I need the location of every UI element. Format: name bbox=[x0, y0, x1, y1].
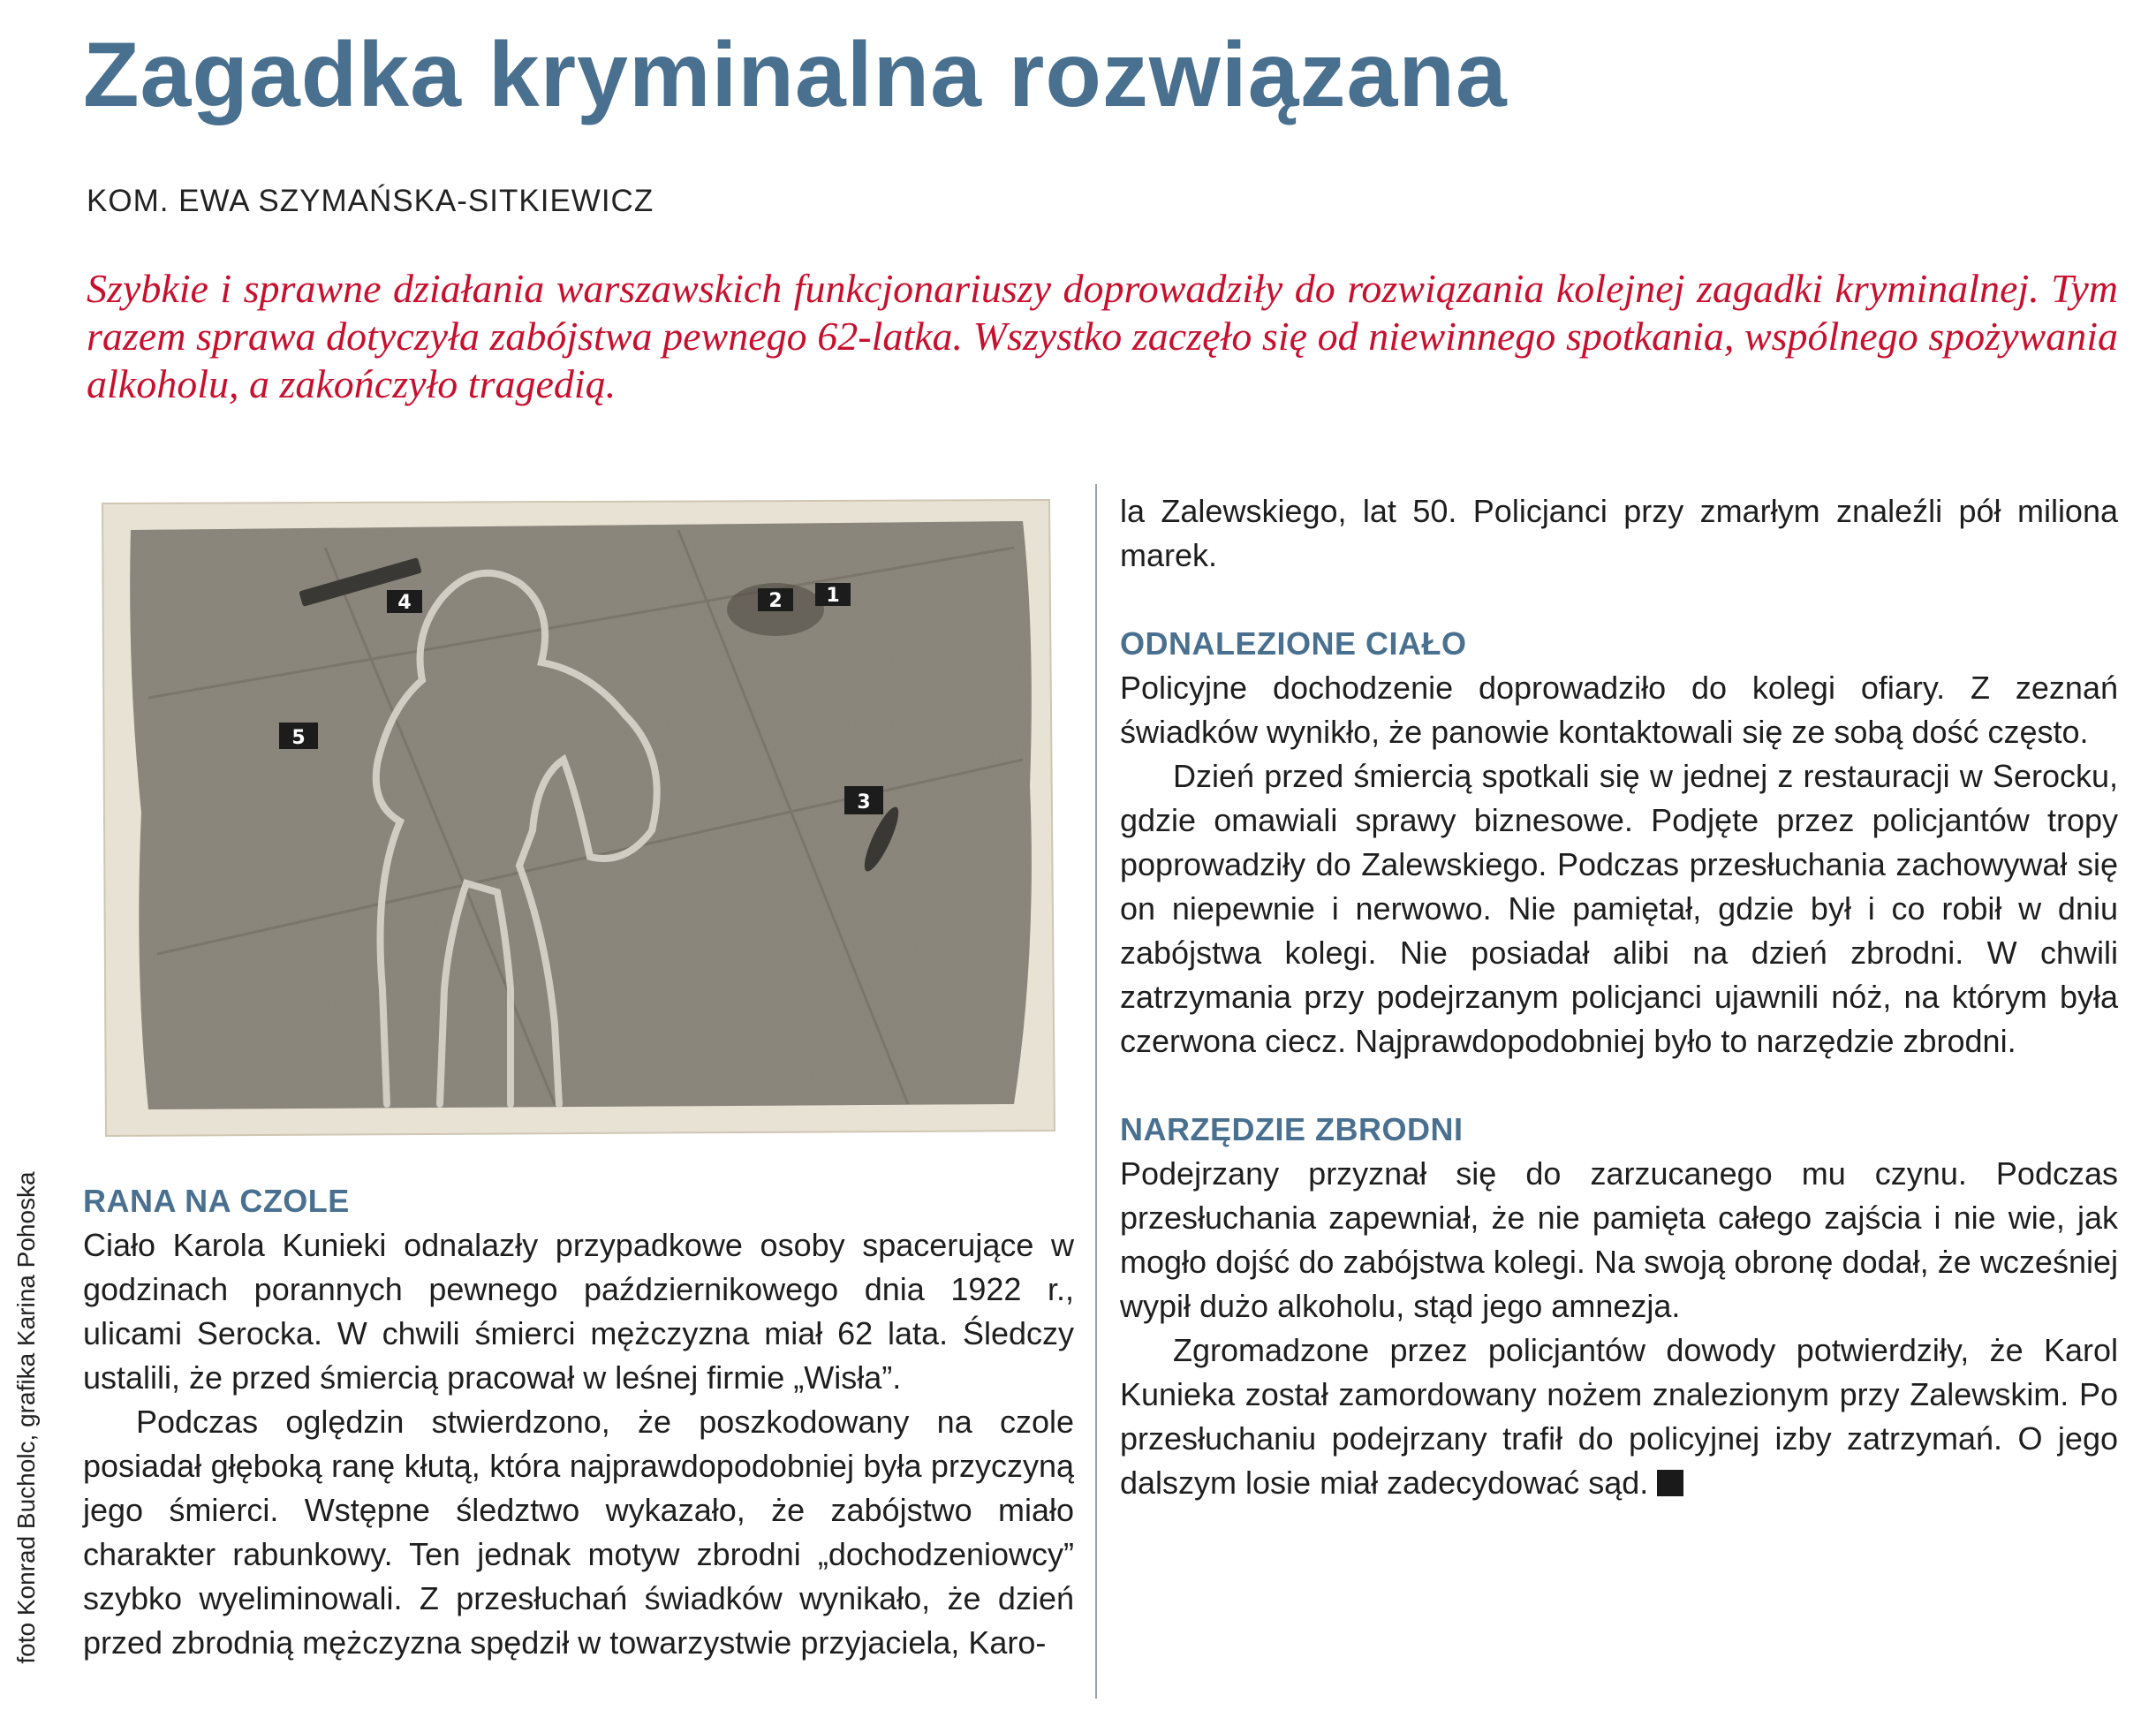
evidence-marker-2 bbox=[758, 588, 793, 612]
photo-credit bbox=[0, 1135, 53, 1700]
svg-text:2: 2 bbox=[768, 590, 783, 612]
svg-text:4: 4 bbox=[397, 592, 412, 614]
body-paragraph: Podejrzany przyznał się do zarzucanego mu czynu. Podczas przesłuchania zapewniał, że nie pamięta całego zajścia i nie wie, jak mogło dojść do zabójstwa kolegi. Na swoją obronę dodał, że wcześniej wypił dużo alkoholu, stąd jego amnezja. bbox=[1120, 1155, 2118, 1324]
section-heading-rana-na-czole: RANA NA CZOLE bbox=[83, 1183, 350, 1219]
body-paragraph-final bbox=[1120, 1328, 2118, 1505]
author-byline: KOM. EWA SZYMAŃSKA-SITKIEWICZ bbox=[87, 184, 654, 218]
final-paragraph-text: Zgromadzone przez policjantów dowody potwierdziły, że Karol Kunieka został zamordowany nożem znalezionym przy Zalewskim. Po przesłuchaniu podejrzany trafił do policyjnej izby zatrzymań. O jego dalszym losie miał zadecydować sąd. bbox=[1120, 1332, 2118, 1501]
section-spacer bbox=[1120, 578, 2118, 622]
article-lead: Szybkie i sprawne działania warszawskich funkcjonariuszy doprowadziły do rozwiązania kolejnej zagadki kryminalnej. Tym razem sprawa dotyczyła zabójstwa pewnego 62-latka. Wszystko zaczęło się od niewinnego spotkania, wspólnego spożywania alkoholu, a zakończyło tragedią. bbox=[87, 266, 2118, 406]
body-paragraph: Dzień przed śmiercią spotkali się w jednej z restauracji w Serocku, gdzie omawiali sprawy biznesowe. Podjęte przez policjantów tropy poprowadziły do Zalewskiego. Podczas przesłuchania zachowywał się on niepewnie i nerwowo. Nie pamiętał, gdzie był i co robił w dniu zabójstwa kolegi. Nie posiadał alibi na dzień zbrodni. W chwili zatrzymania przy podejrzanym policjanci ujawnili nóż, na którym była czerwona ciecz. Najprawdopodobniej było to narzędzie zbrodni. bbox=[1120, 758, 2118, 1059]
section-spacer bbox=[1120, 1063, 2118, 1108]
evidence-marker-5 bbox=[279, 723, 318, 749]
evidence-marker-3 bbox=[844, 786, 883, 814]
photo-credit-text: foto Konrad Bucholc, grafika Karina Pohoska bbox=[12, 1171, 40, 1664]
left-column bbox=[83, 1179, 1074, 1665]
article-title: Zagadka kryminalna rozwiązana bbox=[83, 24, 1508, 126]
column-divider bbox=[1095, 484, 1097, 1699]
end-of-article-icon bbox=[1657, 1470, 1683, 1496]
body-paragraph-continued: la Zalewskiego, lat 50. Policjanci przy zmarłym znaleźli pół miliona marek. bbox=[1120, 493, 2118, 573]
evidence-marker-1 bbox=[815, 583, 851, 607]
evidence-marker-4 bbox=[387, 590, 422, 614]
section-heading-narzedzie-zbrodni: NARZĘDZIE ZBRODNI bbox=[1120, 1111, 1464, 1147]
crime-scene-photo bbox=[95, 495, 1058, 1139]
svg-text:5: 5 bbox=[291, 727, 306, 749]
section-heading-odnalezione-cialo: ODNALEZIONE CIAŁO bbox=[1120, 625, 1467, 662]
svg-text:3: 3 bbox=[857, 791, 871, 814]
body-paragraph: Policyjne dochodzenie doprowadziło do kolegi ofiary. Z zeznań świadków wynikło, że panowie kontaktowali się ze sobą dość często. bbox=[1120, 670, 2118, 750]
right-column bbox=[1120, 489, 2118, 1505]
svg-text:1: 1 bbox=[826, 585, 840, 607]
body-paragraph: Ciało Karola Kunieki odnalazły przypadkowe osoby spacerujące w godzinach porannych pewnego październikowego dnia 1922 r., ulicami Serocka. W chwili śmierci mężczyzna miał 62 lata. Śledczy ustalili, że przed śmiercią pracował w leśnej firmie „Wisła”. bbox=[83, 1227, 1074, 1396]
crime-scene-photo-image bbox=[95, 495, 1058, 1139]
body-paragraph: Podczas oględzin stwierdzono, że poszkodowany na czole posiadał głęboką ranę kłutą, która najprawdopodobniej była przyczyną jego śmierci. Wstępne śledztwo wykazało, że zabójstwo miało charakter rabunkowy. Ten jednak motyw zbrodni „dochodzeniowcy” szybko wyeliminowali. Z przesłuchań świadków wynikało, że dzień przed zbrodnią mężczyzna spędził w towarzystwie przyjaciela, Karo- bbox=[83, 1404, 1074, 1661]
